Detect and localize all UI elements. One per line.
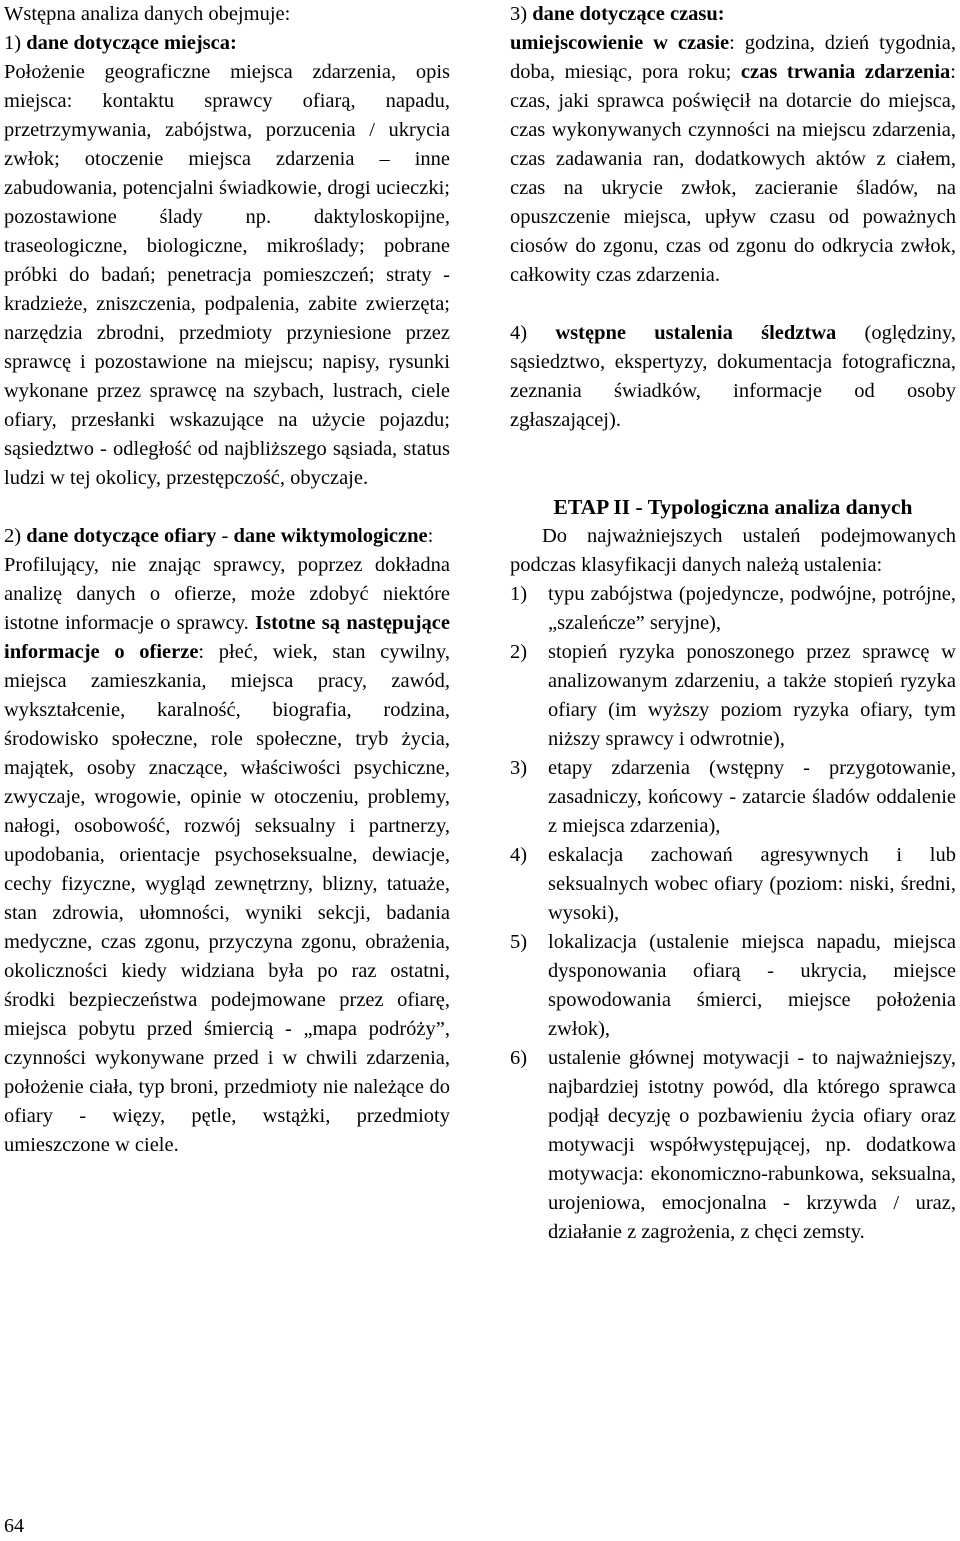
section-2-bold-phrase: Istotne są następujące informacje o ofierze bbox=[4, 612, 450, 663]
section-3 bbox=[510, 0, 956, 290]
section-2-body-b: : płeć, wiek, stan cywilny, miejsca zamieszkania, miejsca pracy, zawód, wykształcenie, karalność, biografia, rodzina, środowisko społeczne, role społeczne, tryb życia, majątek, osoby znaczące, właściwości psychiczne, zwyczaje, wrogowie, opinie w otoczeniu, problemy, nałogi, osobowość, rozwój seksualny i partnerzy, upodobania, orientacje psychoseksualne, dewiacje, cechy fizyczne, wygląd zewnętrzny, blizny, tatuaże, stan zdrowia, ułomności, wyniki sekcji, badania medyczne, czas zgonu, przyczyna zgonu, obrażenia, okoliczności kiedy widziana była po raz ostatni, środki bezpieczeństwa podejmowane przez ofiarę, miejsca pobytu przed śmiercią - „mapa podróży”, czynności wykonywane przed i w chwili zdarzenia, położenie ciała, typ broni, przedmioty nie należące do ofiary - więzy, pętle, wstążki, przedmioty umieszczone w ciele. bbox=[4, 641, 450, 1156]
section-2-heading bbox=[4, 522, 450, 551]
section-4-title: wstępne ustalenia śledztwa bbox=[555, 322, 837, 344]
list-item-number: 1) bbox=[510, 583, 528, 605]
section-4-number: 4) bbox=[510, 322, 528, 344]
list-item-text: typu zabójstwa (pojedyncze, podwójne, potrójne, „szaleńcze” seryjne), bbox=[548, 583, 956, 634]
list-item bbox=[510, 638, 956, 754]
section-3-body1: : godzina, dzień tygodnia, doba, miesiąc, pora roku; bbox=[510, 32, 956, 83]
list-item-number: 2) bbox=[510, 641, 528, 663]
list-item bbox=[510, 580, 956, 638]
section-4 bbox=[510, 319, 956, 435]
list-item-text: eskalacja zachowań agresywnych i lub seksualnych wobec ofiary (poziom: niski, średni, wysoki), bbox=[548, 844, 956, 924]
list-item-number: 6) bbox=[510, 1047, 528, 1069]
section-2-title-a: dane dotyczące ofiary bbox=[26, 525, 217, 547]
section-3-body2: : czas, jaki sprawca poświęcił na dotarcie do miejsca, czas wykonywanych czynności na miejscu zdarzenia, czas zadawania ran, dodatkowych aktów z ciałem, czas na ukrycie zwłok, zacieranie śladów, na opuszczenie miejsca, upływ czasu od poważnych ciosów do zgonu, czas od zgonu do odkrycia zwłok, całkowity czas zdarzenia. bbox=[510, 61, 956, 286]
list-item-text: lokalizacja (ustalenie miejsca napadu, miejsca dysponowania ofiarą - ukrycia, miejsce spowodowania śmierci, miejsce położenia zwłok), bbox=[548, 931, 956, 1040]
section-2-colon: : bbox=[427, 525, 434, 547]
section-3-number: 3) bbox=[510, 3, 528, 25]
section-3-title: dane dotyczące czasu: bbox=[532, 3, 725, 25]
list-item bbox=[510, 841, 956, 928]
page-number: 64 bbox=[4, 1515, 24, 1537]
section-2-number: 2) bbox=[4, 525, 22, 547]
section-2-dash: - bbox=[216, 525, 234, 547]
list-item-text: etapy zdarzenia (wstępny - przygotowanie, zasadniczy, końcowy - zatarcie śladów oddalenie z miejsca zdarzenia), bbox=[548, 757, 956, 837]
spacer bbox=[510, 464, 956, 493]
etap-intro: Do najważniejszych ustaleń podejmowanych podczas klasyfikacji danych należą ustalenia: bbox=[510, 525, 956, 576]
list-item-number: 3) bbox=[510, 757, 528, 779]
findings-list bbox=[510, 580, 956, 1247]
section-2-body bbox=[4, 551, 450, 1160]
list-item-text: ustalenie głównej motywacji - to najważniejszy, najbardziej istotny powód, dla którego sprawca podjął decyzję o pozbawieniu życia ofiary oraz motywacji współwystępującej, np. dodatkowa motywacja: ekonomiczno-rabunkowa, seksualna, urojeniowa, emocjonalna - krzywda / uraz, działanie z zagrożenia, z chęci zemsty. bbox=[548, 1047, 956, 1243]
right-column bbox=[510, 0, 956, 1247]
list-item bbox=[510, 928, 956, 1044]
list-item bbox=[510, 1044, 956, 1247]
left-column bbox=[4, 0, 450, 1160]
list-item-text: stopień ryzyka ponoszonego przez sprawcę w analizowanym zdarzeniu, a także stopień ryzyka ofiary (im wyższy poziom ryzyka ofiary, tym niższy sprawcy i odwrotnie), bbox=[548, 641, 956, 750]
section-2-body-a: Profilujący, nie znając sprawcy, poprzez dokładna analizę danych o ofierze, może zdobyć niektóre istotne informacje o sprawcy. bbox=[4, 554, 450, 634]
section-1-body: Położenie geograficzne miejsca zdarzenia, opis miejsca: kontaktu sprawcy ofiarą, napadu, przetrzymywania, zabójstwa, porzucenia / ukrycia zwłok; otoczenie miejsca zdarzenia – inne zabudowania, potencjalni świadkowie, drogi ucieczki; pozostawione ślady np. daktyloskopijne, traseologiczne, biologiczne, mikroślady; pobrane próbki do badań; penetracja pomieszczeń; straty - kradzieże, zniszczenia, podpalenia, zabite zwierzęta; narzędzia zbrodni, przedmioty przyniesione przez sprawcę i pozostawione na miejscu; napisy, rysunki wykonane przez sprawcę na szybach, lustrach, ciele ofiary, przesłanki wskazujące na użycie pojazdu; sąsiedztwo - odległość od najbliższego sąsiada, status ludzi w tej okolicy, przestępczość, obyczaje. bbox=[4, 61, 450, 489]
section-1-title: dane dotyczące miejsca: bbox=[26, 32, 237, 54]
etap-heading: ETAP II - Typologiczna analiza danych bbox=[553, 495, 913, 519]
list-item-number: 4) bbox=[510, 844, 528, 866]
list-item-number: 5) bbox=[510, 931, 528, 953]
section-1-heading bbox=[4, 29, 450, 58]
spacer bbox=[510, 435, 956, 464]
section-2-title-b: dane wiktymologiczne bbox=[233, 525, 428, 547]
section-4-body: (oględziny, sąsiedztwo, ekspertyzy, dokumentacja fotograficzna, zeznania świadków, informacje od osoby zgłaszającej). bbox=[510, 322, 956, 431]
section-1-number: 1) bbox=[4, 32, 22, 54]
section-3-sub2: czas trwania zdarzenia bbox=[740, 61, 951, 83]
spacer bbox=[4, 493, 450, 522]
section-3-sub1: umiejscowienie w czasie bbox=[510, 32, 730, 54]
spacer bbox=[510, 290, 956, 319]
list-item bbox=[510, 754, 956, 841]
intro-line: Wstępna analiza danych obejmuje: bbox=[4, 3, 291, 25]
